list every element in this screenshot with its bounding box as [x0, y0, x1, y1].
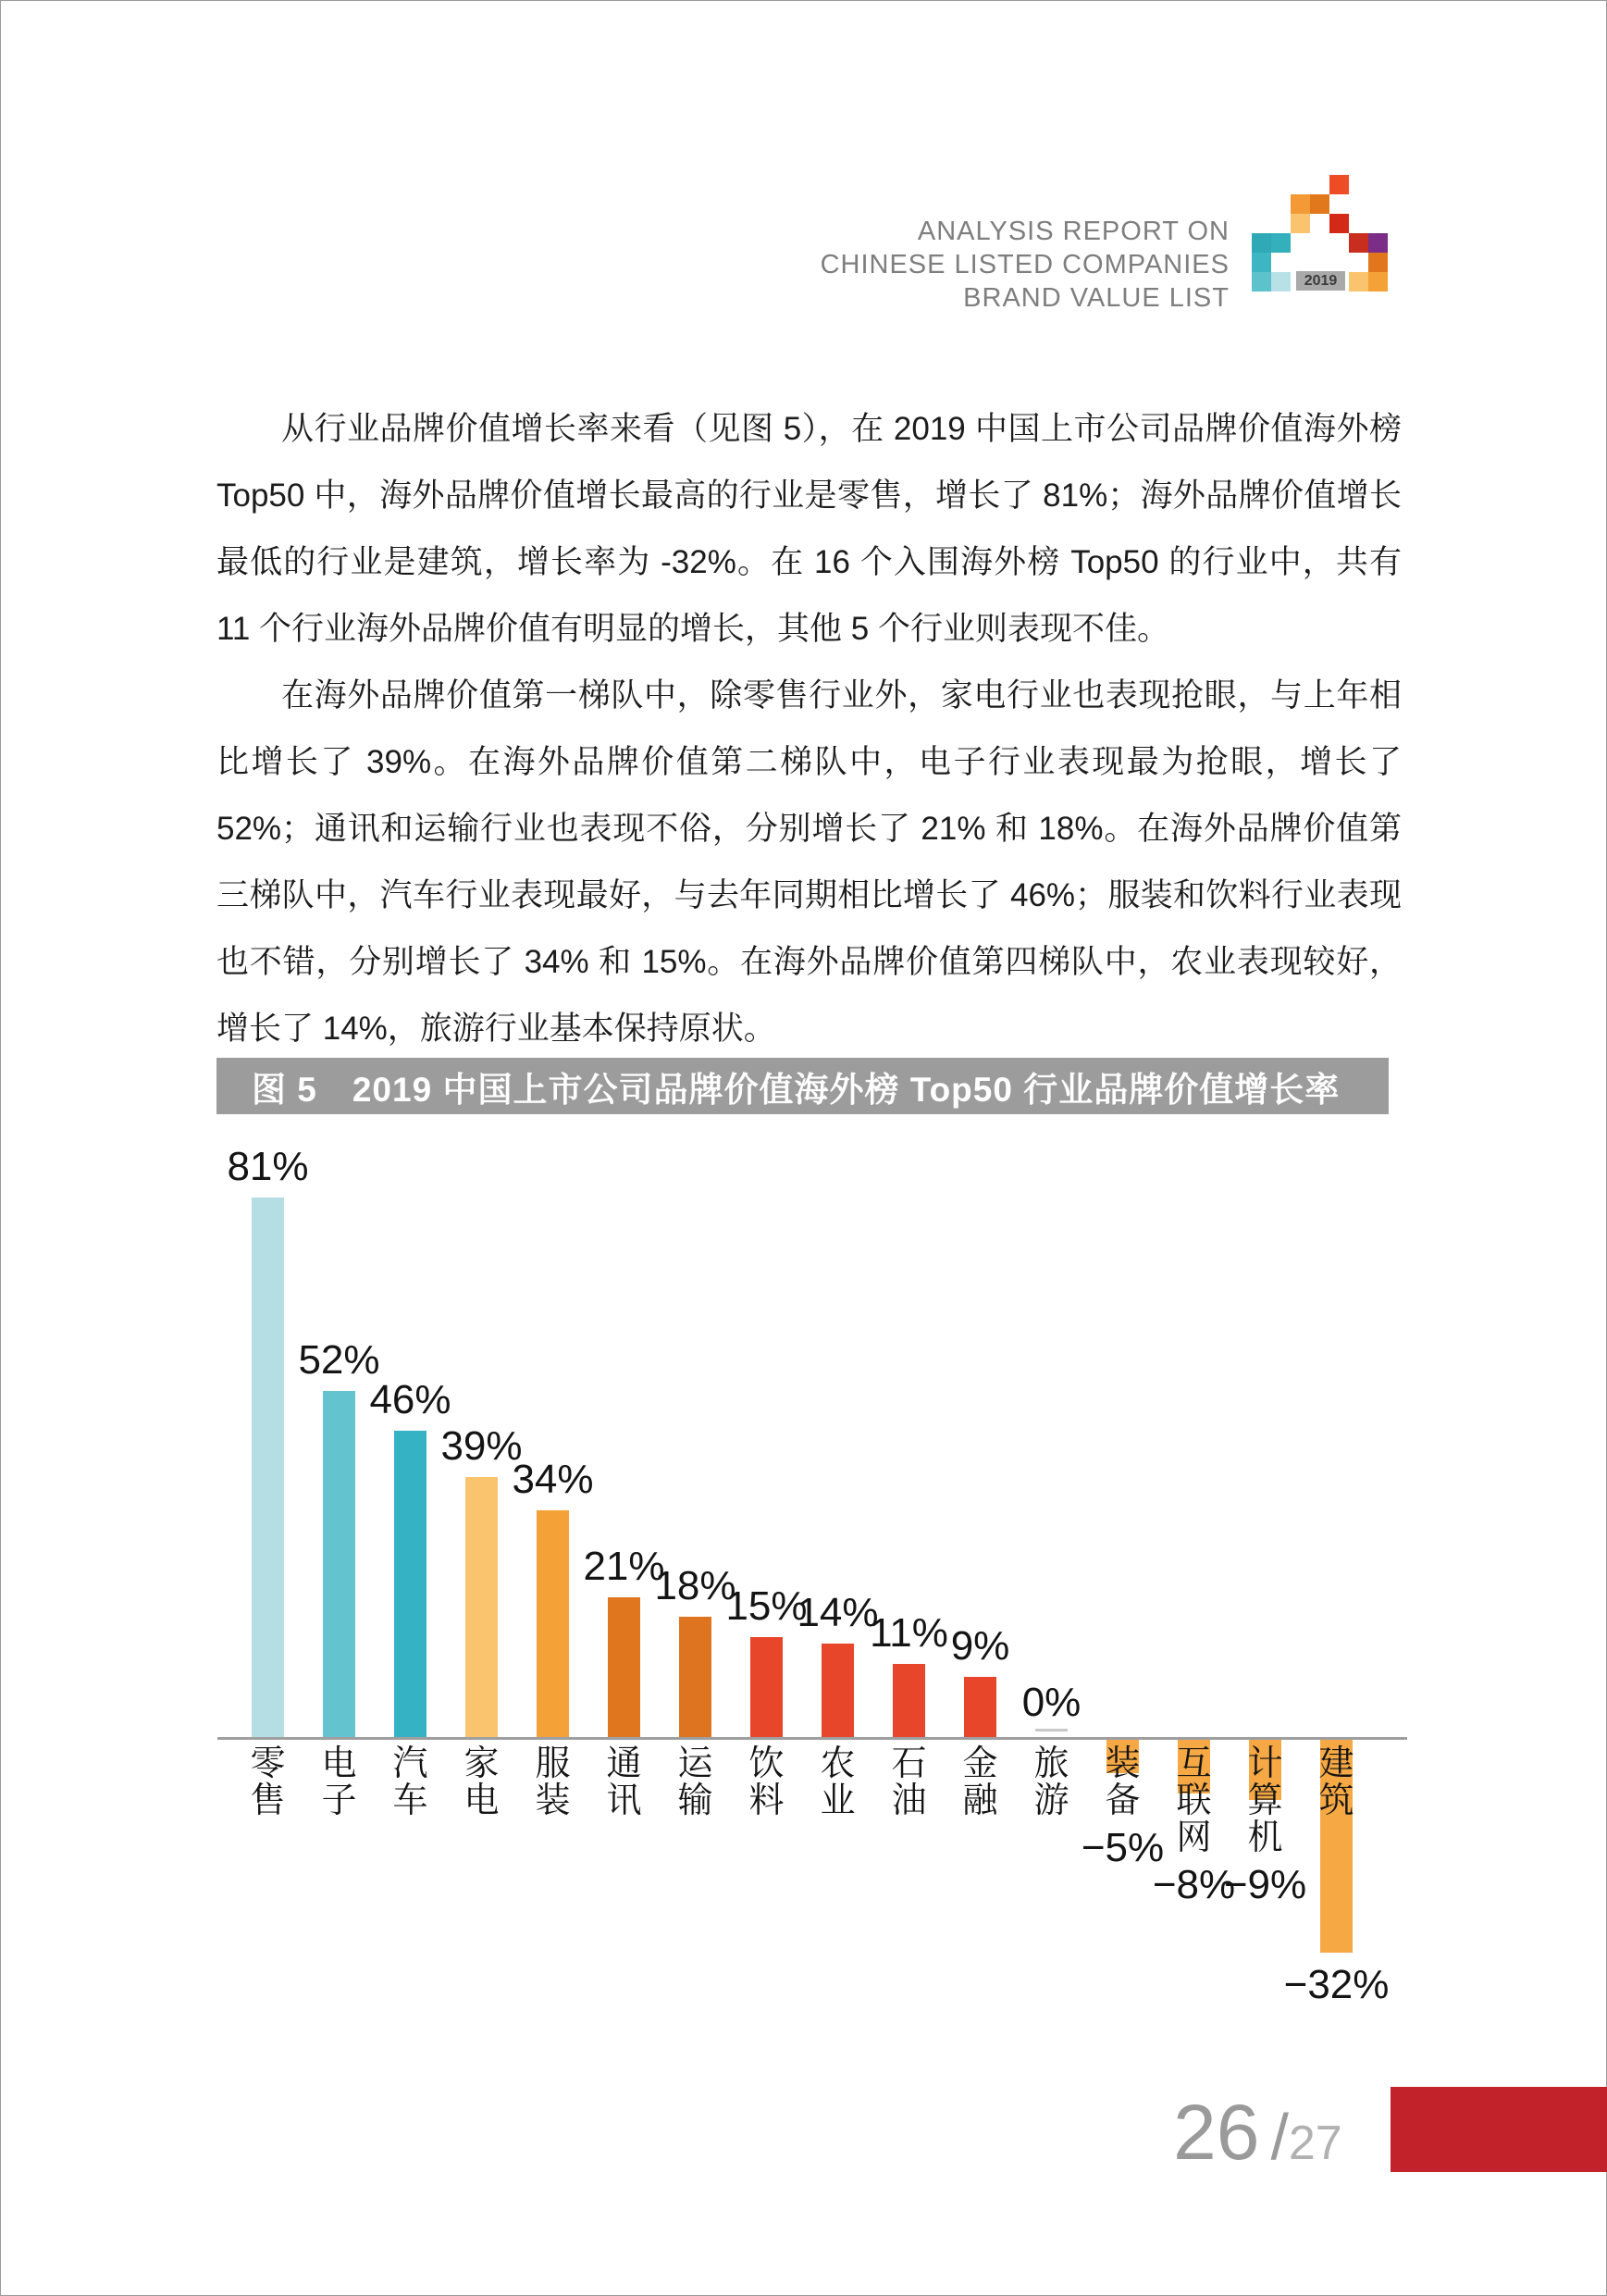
paragraph-1: 从行业品牌价值增长率来看（见图 5），在 2019 中国上市公司品牌价值海外榜 Top50 中，海外品牌价值增长最高的行业是零售，增长了 81%；海外品牌价值增长最低的行业是建筑，增长率为 -32%。在 16 个入围海外榜 Top50 的行业中，共有 11 个行业海外品牌价值有明显的增长，其他 5 个行业则表现不佳。 — [216, 411, 1402, 647]
bar-group — [440, 1140, 523, 2019]
logo-square — [1252, 272, 1271, 292]
bar-value-label: 39% — [440, 1423, 523, 1469]
bar — [537, 1510, 569, 1737]
page-number — [1173, 2088, 1342, 2178]
report-header-title — [821, 215, 1230, 315]
bar — [252, 1198, 284, 1737]
bar-category-label: 旅 游 — [1033, 1744, 1069, 1820]
bar-group — [1223, 1140, 1307, 2019]
bar-category-label: 互 联 网 — [1176, 1744, 1212, 1857]
page-separator: / — [1270, 2101, 1289, 2173]
bar — [679, 1617, 711, 1737]
body-text — [216, 396, 1402, 1062]
zero-tick — [1035, 1729, 1068, 1731]
bar-group — [1152, 1140, 1236, 2019]
bar-value-label: 15% — [725, 1583, 808, 1629]
logo-square — [1271, 272, 1291, 292]
bar-group — [1283, 1140, 1390, 2019]
bar-category-label: 汽 车 — [392, 1744, 428, 1820]
bar — [822, 1644, 854, 1737]
figure-title-banner — [216, 1058, 1389, 1114]
bar-group — [512, 1140, 594, 2019]
bar — [323, 1391, 355, 1737]
logo-square — [1291, 214, 1310, 233]
bar-category-label: 运 输 — [677, 1744, 713, 1820]
bar-value-label: 21% — [583, 1544, 665, 1589]
footer-accent-block — [1391, 2087, 1607, 2172]
current-page: 26 — [1173, 2089, 1260, 2176]
total-pages: 27 — [1288, 2116, 1342, 2170]
logo-square — [1252, 233, 1271, 253]
bar-value-label: 9% — [950, 1623, 1010, 1669]
logo-square — [1271, 233, 1291, 253]
bar-value-label: 52% — [298, 1337, 380, 1383]
paragraph-2: 在海外品牌价值第一梯队中，除零售行业外，家电行业也表现抢眼，与上年相比增长了 39%。在海外品牌价值第二梯队中，电子行业表现最为抢眼，增长了 52%；通讯和运输行业也表现不俗，分别增长了 21% 和 18%。在海外品牌价值第三梯队中，汽车行业表现最好，与去年同期相比增长了 46%；服装和饮料行业表现也不错，分别增长了 34% 和 15%。在海外品牌价值第四梯队中，农业表现较好，增长了 14%，旅游行业基本保持原状。 — [216, 677, 1402, 1047]
bar-value-label: −8% — [1152, 1862, 1236, 1907]
logo-square — [1368, 272, 1388, 292]
bar — [608, 1597, 640, 1737]
bar-group — [369, 1140, 451, 2019]
bar-group — [945, 1140, 1016, 2019]
bar-group — [654, 1140, 736, 2019]
bar — [750, 1637, 783, 1737]
logo-square — [1368, 253, 1388, 272]
bar-category-label: 电 子 — [321, 1744, 357, 1820]
bar-category-label: 服 装 — [535, 1744, 571, 1820]
bar-group — [1081, 1140, 1165, 2019]
brand-mosaic-logo-icon — [1252, 175, 1388, 292]
bar-category-label: 家 电 — [464, 1744, 500, 1820]
bar-chart — [217, 1140, 1407, 2019]
bar-value-label: −9% — [1223, 1862, 1307, 1907]
header-title-line-2: CHINESE LISTED COMPANIES — [820, 250, 1230, 279]
bar-category-label: 零 售 — [250, 1744, 286, 1820]
header-title-line-3: BRAND VALUE LIST — [963, 283, 1230, 313]
bar-group — [725, 1140, 808, 2019]
logo-square — [1349, 272, 1368, 292]
bar-value-label: 14% — [797, 1590, 879, 1635]
bar-value-label: −5% — [1081, 1825, 1165, 1870]
logo-square — [1252, 253, 1271, 272]
bar — [893, 1664, 925, 1737]
bar-group — [797, 1140, 879, 2019]
bar-group — [1016, 1140, 1087, 2019]
logo-square — [1291, 194, 1310, 214]
bar — [964, 1677, 996, 1737]
bar-value-label: 18% — [654, 1563, 736, 1608]
bar-value-label: 81% — [227, 1144, 309, 1189]
bar-category-label: 石 油 — [891, 1744, 927, 1820]
bar-category-label: 计 算 机 — [1247, 1744, 1283, 1857]
figure-title: 图 5 2019 中国上市公司品牌价值海外榜 Top50 行业品牌价值增长率 — [252, 1070, 1341, 1109]
bar-group — [870, 1140, 948, 2019]
bar-value-label: 11% — [870, 1610, 948, 1656]
logo-year-badge: 2019 — [1296, 271, 1345, 291]
logo-square — [1368, 233, 1388, 253]
bar-value-label: 46% — [369, 1377, 451, 1422]
logo-square — [1329, 175, 1349, 194]
bar-category-label: 装 备 — [1105, 1744, 1141, 1820]
bar-value-label: 34% — [512, 1457, 594, 1502]
bar-category-label: 农 业 — [820, 1744, 856, 1820]
bar — [394, 1431, 426, 1737]
logo-square — [1329, 214, 1349, 233]
header-title-line-1: ANALYSIS REPORT ON — [917, 217, 1230, 246]
bar-category-label: 饮 料 — [748, 1744, 785, 1820]
bar-category-label: 通 讯 — [606, 1744, 642, 1820]
bar-category-label: 金 融 — [962, 1744, 998, 1820]
bar-value-label: −32% — [1283, 1962, 1390, 2007]
bar-group — [298, 1140, 380, 2019]
logo-square — [1349, 233, 1368, 253]
logo-square — [1310, 194, 1329, 214]
bar — [465, 1477, 498, 1737]
bar-group — [227, 1140, 309, 2019]
bar-category-label: 建 筑 — [1318, 1744, 1354, 1820]
bar-group — [583, 1140, 665, 2019]
bar-value-label: 0% — [1021, 1680, 1082, 1725]
